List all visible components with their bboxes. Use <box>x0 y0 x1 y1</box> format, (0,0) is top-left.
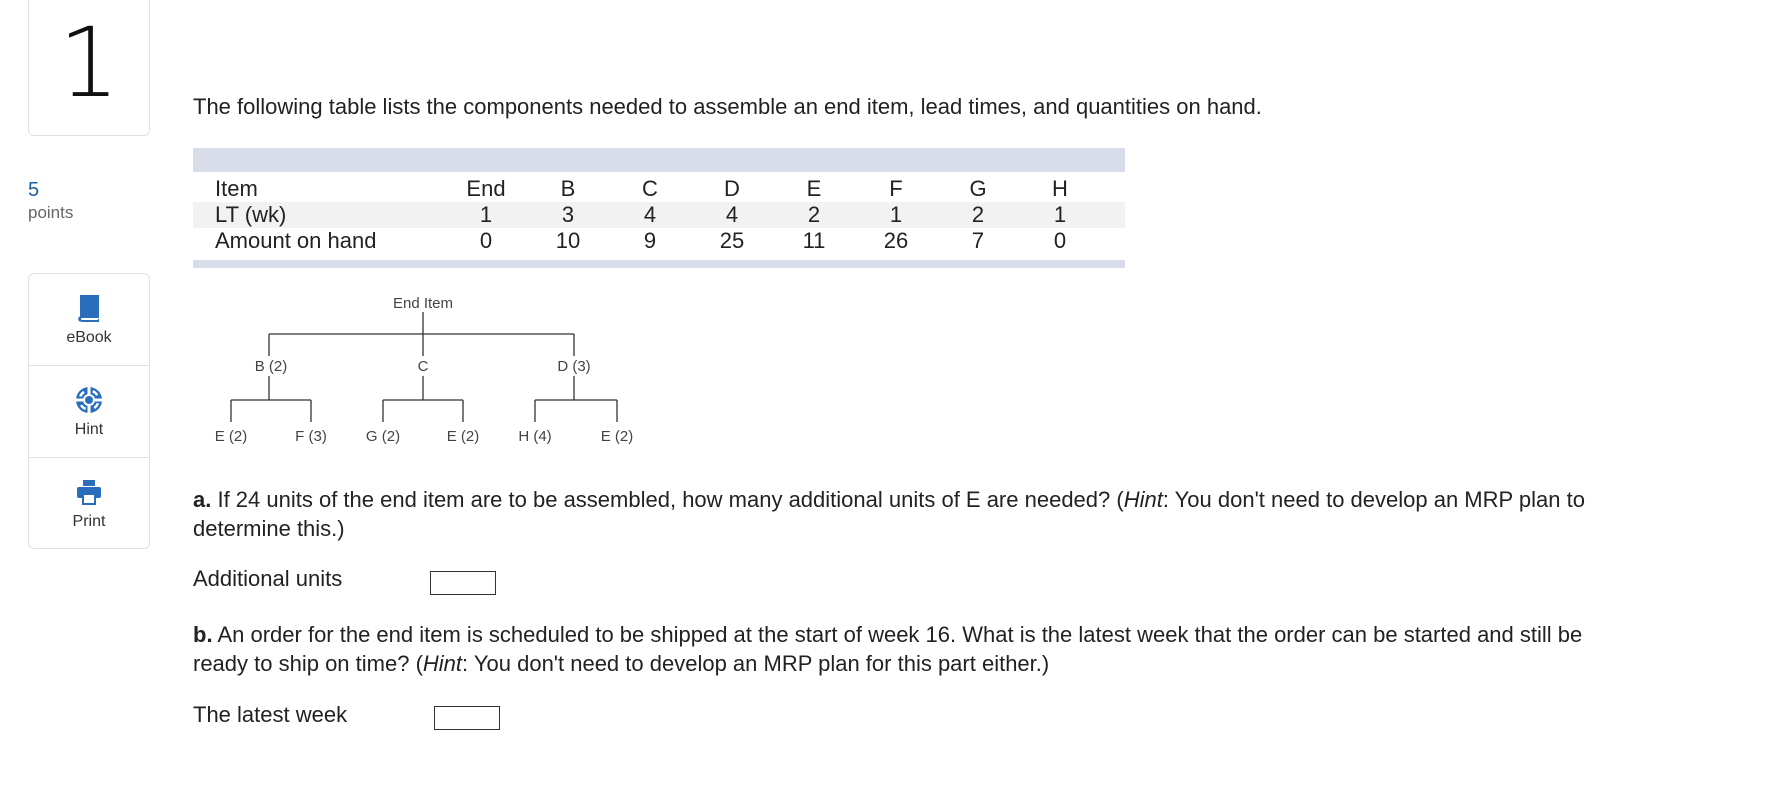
printer-icon <box>74 477 104 507</box>
table-cell: H <box>1052 176 1068 201</box>
additional-units-input[interactable] <box>430 571 496 595</box>
table-cell: D <box>724 176 740 201</box>
part-a-answer-label: Additional units <box>193 566 343 591</box>
part-a-letter: a. <box>193 487 212 512</box>
tree-node: E (2) <box>214 428 248 445</box>
table-row-label: LT (wk) <box>215 202 287 227</box>
part-b-question <box>193 620 1593 678</box>
part-a-question <box>193 485 1593 543</box>
product-structure-tree <box>193 288 653 458</box>
part-b-hint-word: Hint <box>422 651 463 676</box>
ebook-button[interactable] <box>29 274 149 366</box>
points-indicator <box>28 178 73 224</box>
tree-node: E (2) <box>446 428 480 445</box>
part-a-text: If 24 units of the end item are to be assembled, how many additional units of E are needed? ( <box>211 487 1124 512</box>
part-b-letter: b. <box>193 622 213 647</box>
tools-panel <box>28 273 150 549</box>
question-intro: The following table lists the components needed to assemble an end item, lead times, and quantities on hand. <box>193 94 1262 119</box>
tree-node: F (3) <box>295 428 327 445</box>
part-b-text: An order for the end item is scheduled to be shipped at the start of week 16. What is the latest week that the order can be started and still be ready to ship on time? ( <box>193 622 1583 676</box>
table-cell: 10 <box>555 228 581 253</box>
table-cell: 1 <box>1053 202 1067 227</box>
part-b-answer-label: The latest week <box>193 702 348 727</box>
table-cell: F <box>889 176 903 201</box>
table-cell: 26 <box>883 228 909 253</box>
table-cell: 4 <box>725 202 739 227</box>
table-cell: 3 <box>561 202 575 227</box>
table-row <box>193 202 1125 228</box>
tree-node: D (3) <box>557 358 591 375</box>
components-table <box>193 148 1125 268</box>
table-row <box>193 228 1125 254</box>
points-label: points <box>28 203 74 222</box>
tree-node: C <box>417 358 429 375</box>
table-row-label: Amount on hand <box>215 228 377 253</box>
table-cell: 2 <box>971 202 985 227</box>
table-cell: 9 <box>643 228 657 253</box>
table-cell: G <box>969 176 987 201</box>
table-cell: 11 <box>802 228 826 253</box>
table-row-label: Item <box>215 176 258 201</box>
book-icon <box>74 293 104 323</box>
table-cell: 0 <box>1053 228 1067 253</box>
print-button[interactable] <box>29 458 149 550</box>
part-a-text-end: : You don't need to develop an MRP plan to determine this.) <box>193 487 1585 541</box>
table-cell: 2 <box>807 202 821 227</box>
table-top-bar <box>193 148 1125 172</box>
table-cell: 1 <box>479 202 493 227</box>
tree-node: H (4) <box>518 428 552 445</box>
lifebuoy-icon <box>74 385 104 415</box>
table-cell: 25 <box>719 228 745 253</box>
table-cell: 4 <box>643 202 657 227</box>
tree-node: G (2) <box>365 428 401 445</box>
table-cell: C <box>642 176 658 201</box>
points-value: 5 <box>28 179 40 201</box>
table-cell: E <box>806 176 822 201</box>
latest-week-input[interactable] <box>434 706 500 730</box>
part-b-text-end: : You don't need to develop an MRP plan for this part either.) <box>462 651 1050 676</box>
table-header-row <box>193 176 1125 202</box>
table-cell: B <box>560 176 576 201</box>
hint-button[interactable] <box>29 366 149 458</box>
tree-node-root: End Item <box>392 295 454 312</box>
table-bottom-bar <box>193 260 1125 268</box>
tree-diagram <box>193 288 653 458</box>
table-cell: 7 <box>971 228 985 253</box>
print-label: Print <box>72 513 106 530</box>
question-number-box <box>28 0 150 136</box>
ebook-label: eBook <box>66 328 112 346</box>
tree-node: B (2) <box>254 358 288 375</box>
hint-label: Hint <box>74 420 104 438</box>
table-cell: 1 <box>889 202 903 227</box>
question-number: 1 <box>58 6 120 119</box>
table-cell: 0 <box>479 228 493 253</box>
part-a-hint-word: Hint <box>1123 487 1163 512</box>
tree-node: E (2) <box>600 428 634 445</box>
table-cell: End <box>466 176 506 201</box>
